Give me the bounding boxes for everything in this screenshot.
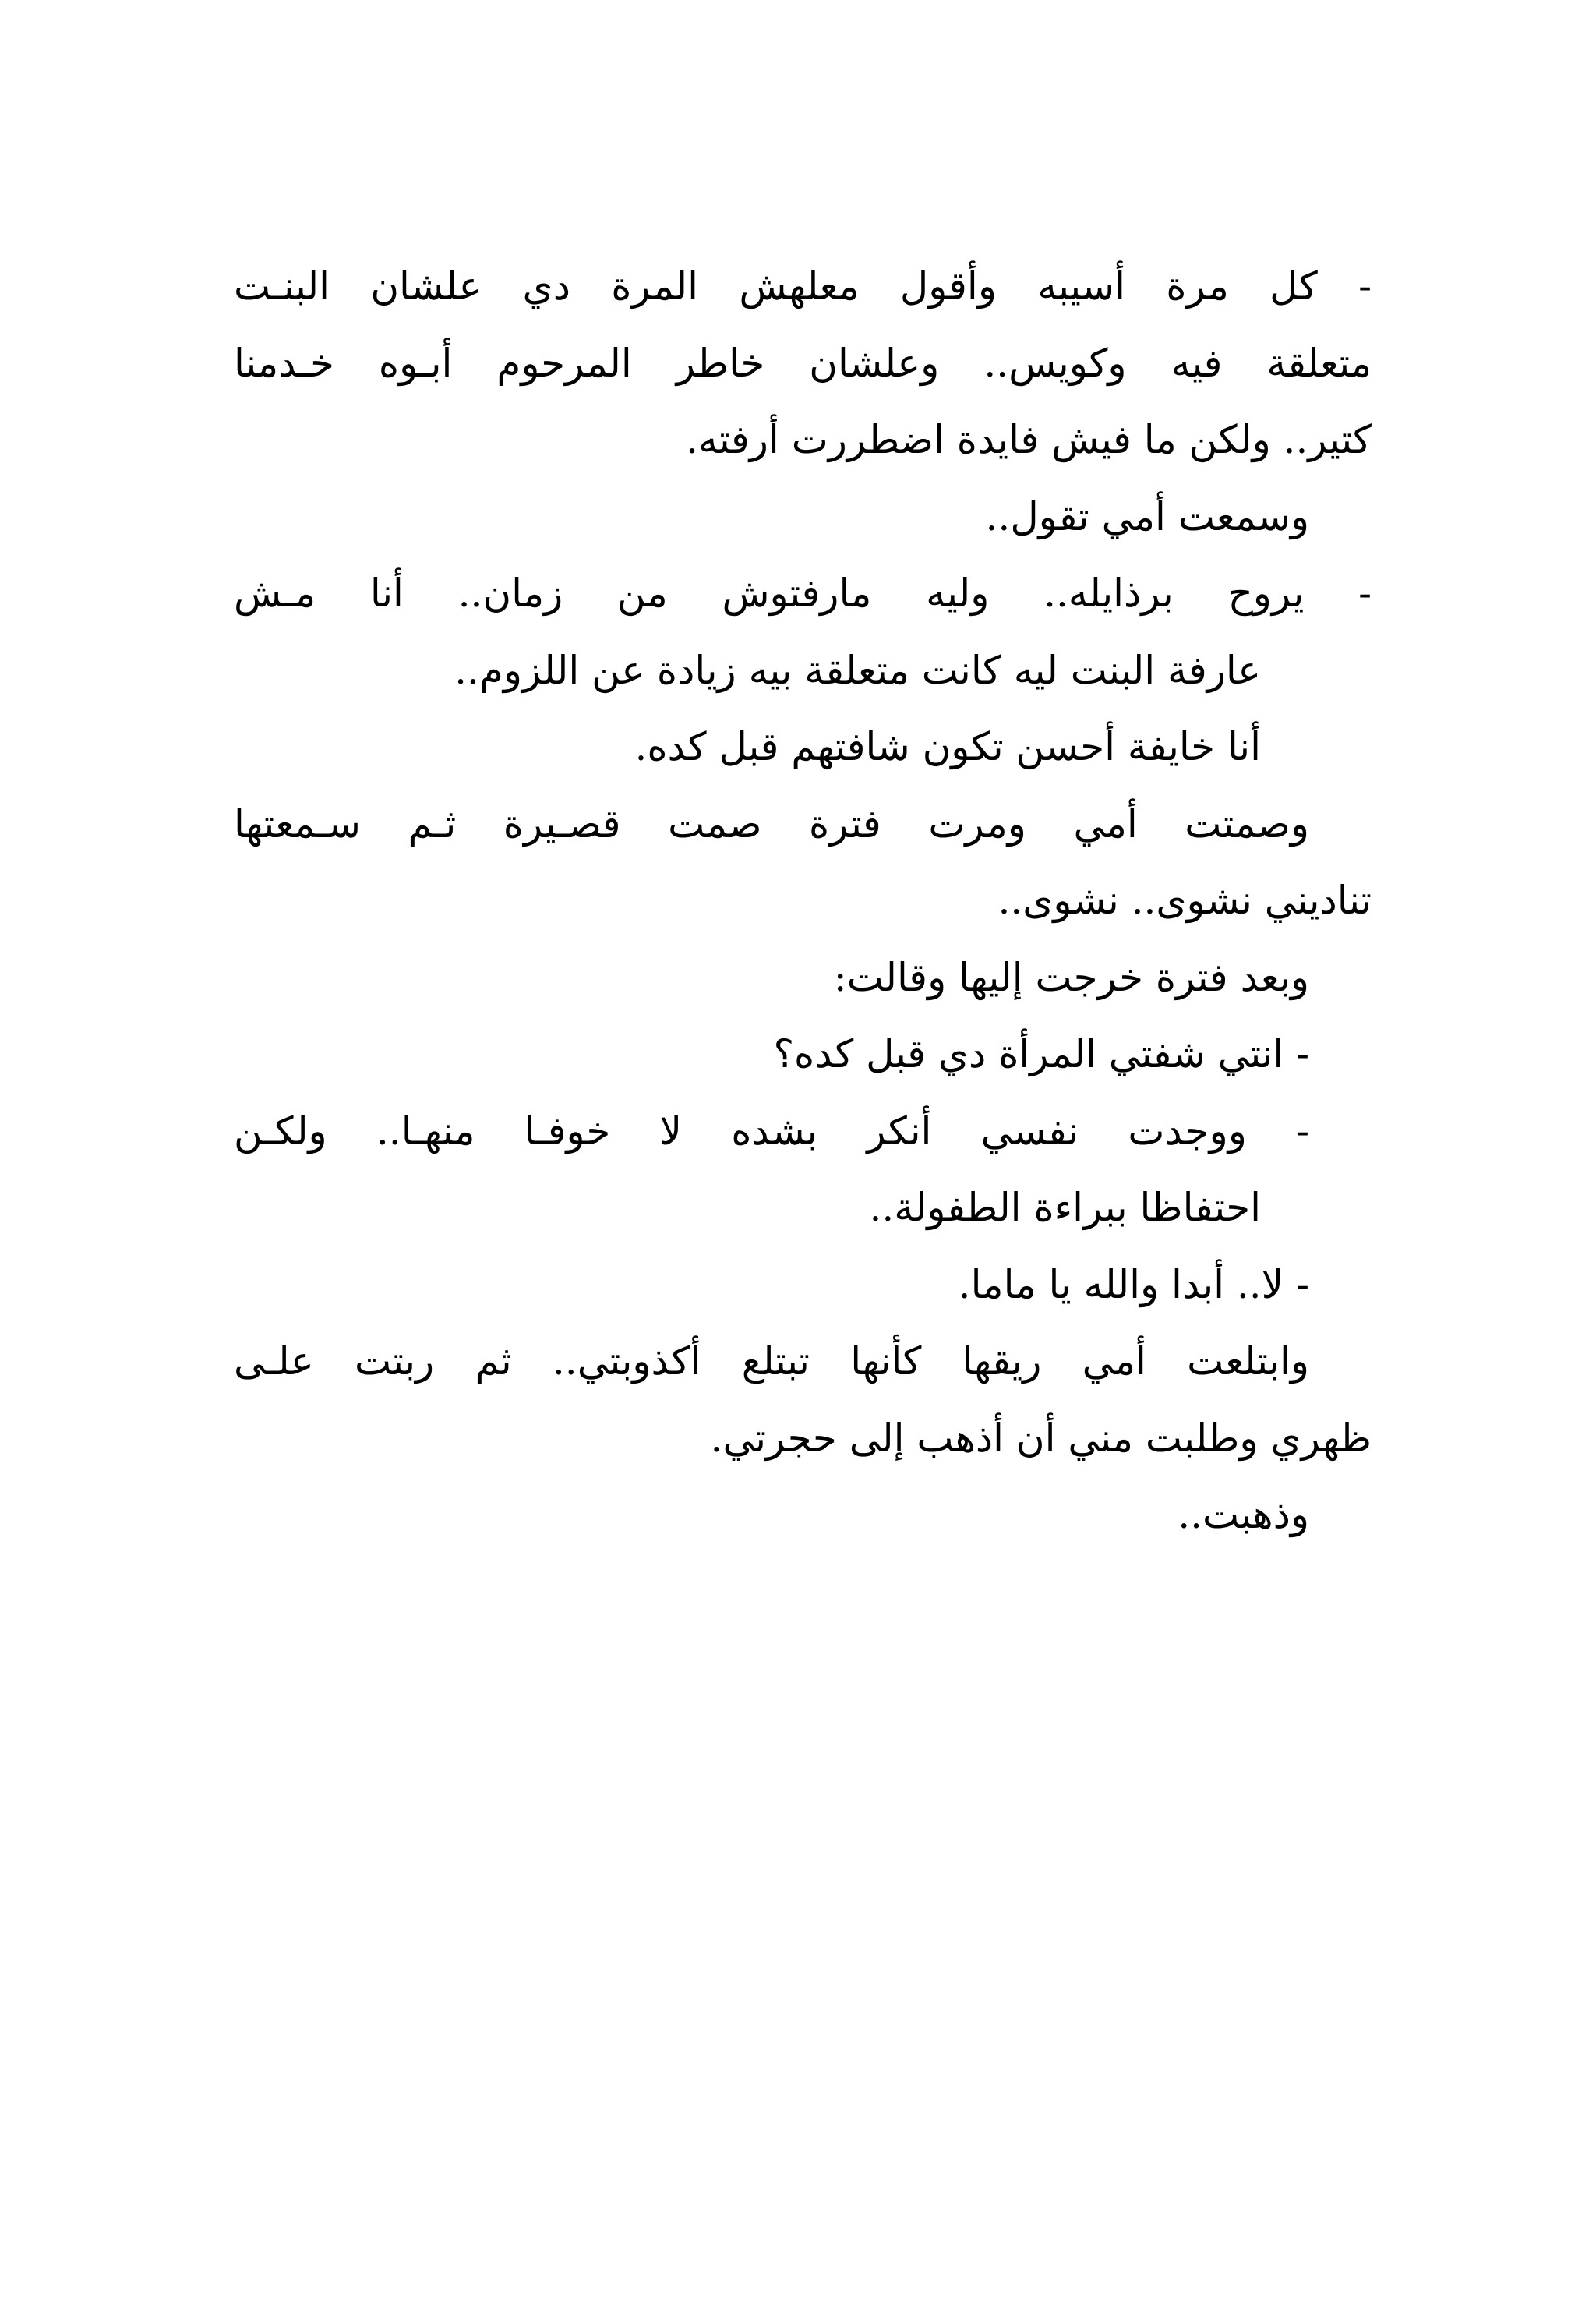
text-line: متعلقة فيه وكويس.. وعلشان خاطر المرحوم أبـوه خـدمنا	[234, 340, 1372, 386]
text-line: - انتي شفتي المرأة دي قبل كده؟	[773, 1031, 1309, 1076]
text-line: وبعد فترة خرجت إليها وقالت:	[833, 954, 1309, 1000]
text-line: - كل مرة أسيبه وأقول معلهش المرة دي علشان البنـت	[234, 263, 1372, 309]
text-line: وابتلعت أمي ريقها كأنها تبتلع أكذوبتي.. ثم ربتت علـى	[234, 1338, 1309, 1384]
text-line: احتفاظا ببراءة الطفولة..	[869, 1185, 1261, 1230]
text-line: وسمعت أمي تقول..	[985, 493, 1309, 539]
body-text	[234, 248, 1372, 1554]
text-line: - يروح برذايله.. وليه مارفتوش من زمان.. أنا مـش	[234, 571, 1372, 616]
text-line: تناديني نشوى.. نشوى..	[998, 878, 1372, 923]
text-line: - ووجدت نفسي أنكر بشده لا خوفـا منهـا.. ولكـن	[234, 1108, 1309, 1154]
text-line: كتير.. ولكن ما فيش فايدة اضطررت أرفته.	[686, 417, 1372, 462]
text-line: وصمتت أمي ومرت فترة صمت قصـيرة ثـم سـمعتها	[234, 801, 1309, 847]
text-line: وذهبت..	[1178, 1492, 1309, 1537]
text-line: عارفة البنت ليه كانت متعلقة بيه زيادة عن اللزوم..	[454, 647, 1261, 693]
text-line: ظهري وطلبت مني أن أذهب إلى حجرتي.	[710, 1415, 1372, 1461]
text-line: أنا خايفة أحسن تكون شافتهم قبل كده.	[634, 724, 1261, 769]
text-line: - لا.. أبدا والله يا ماما.	[958, 1261, 1309, 1307]
